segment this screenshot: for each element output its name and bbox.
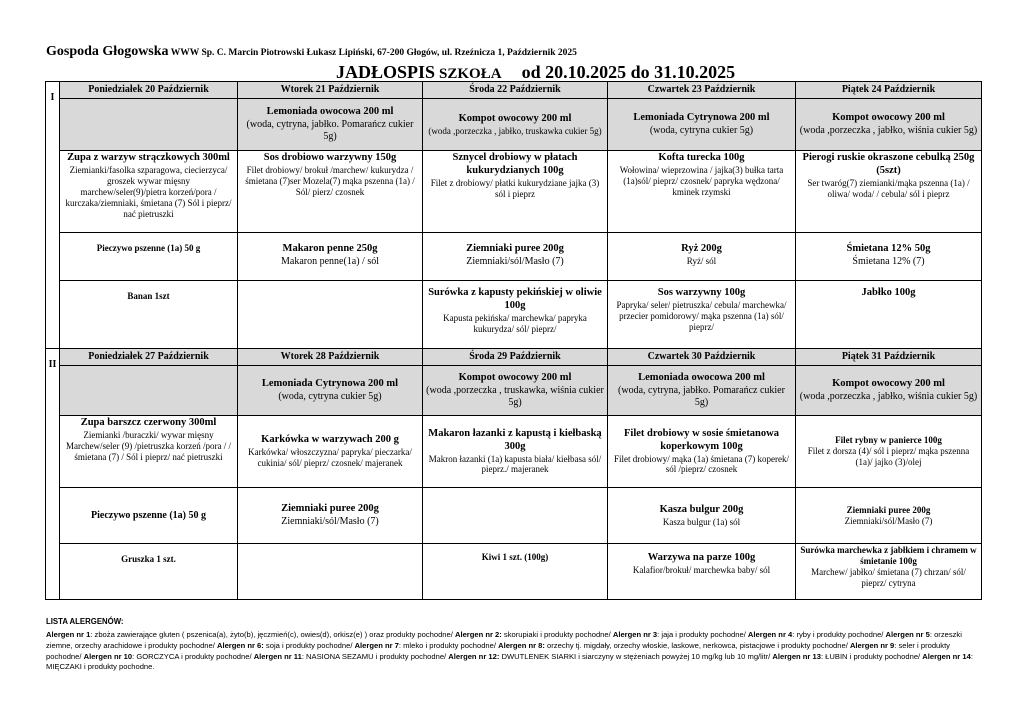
drink-name: Lemoniada owocowa 200 ml [266,106,394,118]
allergen-desc: DWUTLENEK SIARKI i siarczyny w stężeniach powyżej 10 mg/kg lub 10 mg/litr/ [499,651,773,661]
extra-cell [796,544,982,600]
title-main: JADŁOSPIS [336,62,436,82]
allergen-desc: skorupiaki i produkty pochodne/ [501,630,613,640]
day-header: Środa 29 Październik [423,349,608,366]
dish-desc: Ziemniaki/sól/Masło (7) [466,255,564,267]
dish-name: Zupa barszcz czerwony 300ml [80,417,217,429]
allergen-desc: : NASIONA SEZAMU i produkty pochodne/ [301,651,449,661]
allergen-label: Alergen nr 8: [498,640,545,650]
extra-cell [608,281,796,349]
drink-cell [608,99,796,151]
side-cell [60,488,238,544]
day-header: Wtorek 21 Październik [238,82,423,99]
allergen-title: LISTA ALERGENÓW: [46,617,124,626]
dish-name: Sos drobiowo warzywny 150g [263,152,397,164]
drink-cell [423,366,608,416]
main-cell [60,151,238,233]
company-details: WWW Sp. C. Marcin Piotrowski Łukasz Lipiński, 67-200 Głogów, ul. Rzeźnicza 1, Październik 2025 [168,48,577,58]
drink-desc: (woda ,porzeczka , truskawka, wiśnia cukier 5g) [426,384,604,409]
dish-name: Warzywa na parze 100g [647,552,756,564]
allergen-label: Alergen nr 4 [747,630,793,640]
dish-name: Banan 1szt [127,291,170,302]
allergen-desc: : ŁUBIN i produkty pochodne/ [820,651,923,661]
dish-desc: Filet z dorsza (4)/ sól i pieprz/ mąka pszenna (1a)/ jajko (3)/olej [807,446,970,468]
allergen-desc: : mleko i produkty pochodne/ [398,640,499,650]
drink-cell [60,366,238,416]
main-cell [796,416,982,488]
day-header: Czwartek 23 Październik [608,82,796,99]
drink-cell [423,99,608,151]
allergen-list [46,616,976,673]
main-cell [238,416,423,488]
dish-desc: Filet z drobiowy/ płatki kukurydziane jajka (3) sól i pieprz [430,177,600,199]
drink-desc: (woda, cytryna, jabłko. Pomarańcz cukier 5g) [246,118,414,143]
extra-cell [423,281,608,349]
allergen-label: Alergen nr 11 [253,651,302,661]
drink-cell [796,366,982,416]
dish-desc: Karkówka/ włoszczyzna/ papryka/ pieczarka/ cukinia/ sól/ pieprz/ czosnek/ majeranek [248,447,412,469]
extra-cell [238,281,423,349]
main-cell [60,416,238,488]
dish-name: Kiwi 1 szt. (100g) [481,552,549,563]
day-header: Poniedziałek 27 Październik [60,349,238,366]
allergen-label: Alergen nr 1 [46,630,91,640]
allergen-label: Alergen nr 2: [454,630,502,640]
dish-name: Sznycel drobiowy w płatach kukurydzianych 100g [452,152,578,176]
dish-desc: Kapusta pekińska/ marchewka/ papryka kukurydza/ sól/ pieprz/ [443,312,587,334]
side-cell [238,233,423,281]
dish-name: Pieczywo pszenne (1a) 50 g [96,243,201,254]
dish-name: Gruszka 1 szt. [121,554,176,565]
company-name: Gospoda Głogowska [46,44,169,59]
side-cell [423,233,608,281]
allergen-label: Alergen nr 10 [83,651,133,661]
week-2-table [45,348,982,600]
main-cell [238,151,423,233]
week-label: II [46,349,60,600]
extra-cell [796,281,982,349]
drink-desc: (woda ,porzeczka , jabłko, wiśnia cukier 5g) [799,390,978,402]
dish-desc: Marchew/ jabłko/ śmietana (7) chrzan/ sól/ pieprz/ cytryna [811,567,966,589]
allergen-label: Alergen nr 3 [612,630,658,640]
drink-desc: (woda ,porzeczka , jabłko, truskawka cukier 5g) [428,125,602,136]
dish-name: Sos warzywny 100g [657,287,746,299]
allergen-label: Alergen nr 6: [216,640,264,650]
side-cell [796,488,982,544]
main-cell [608,416,796,488]
dish-name: Ziemniaki puree 200g [466,243,564,255]
drink-cell [238,99,423,151]
drink-desc: (woda, cytryna cukier 5g) [278,390,382,402]
dish-name: Makaron łazanki z kapustą i kiełbaską 300g [428,427,602,452]
extra-cell [423,544,608,600]
drink-name: Kompot owocowy 200 ml [458,372,572,384]
allergen-desc: : orzeszki ziemne, orzechy arachidowe i produkty pochodne/ [46,630,962,650]
dish-name: Makaron penne 250g [282,243,378,255]
allergen-label: Alergen nr 12: [448,651,500,661]
extras-row [46,544,982,600]
dish-desc: Śmietana 12% (7) [852,255,925,267]
dish-desc: Kasza bulgur (1a) sól [662,516,741,527]
title-school: SZKOŁA [439,66,502,82]
dish-name: Pierogi ruskie okraszone cebulką 250g (5szt) [802,152,975,176]
extra-cell [238,544,423,600]
allergen-desc: : ryby i produkty pochodne/ [792,630,886,640]
dish-name: Jabłko 100g [861,287,916,299]
dish-desc: Ziemniaki/sól/Masło (7) [281,515,379,527]
drink-cell [238,366,423,416]
dish-name: Ryż 200g [681,243,722,255]
main-cell [423,416,608,488]
drink-name: Lemoniada Cytrynowa 200 ml [633,112,770,124]
dish-desc: Papryka/ seler/ pietruszka/ cebula/ marchewka/ przecier pomidorowy/ mąka pszenna (1a) sól/ pieprz/ [616,299,787,332]
side-cell [796,233,982,281]
main-cell [423,151,608,233]
drink-name: Kompot owocowy 200 ml [832,378,945,390]
drink-cell [796,99,982,151]
drink-desc: (woda, cytryna, jabłko. Pomarańcz cukier 5g) [618,384,785,409]
dish-desc: Filet drobiowy/ brokuł /marchew/ kukurydza /śmietana (7)ser Mozela(7) mąka pszenna (1a) / Sól/ pierz/ czosnek [245,164,415,197]
main-cell [608,151,796,233]
allergen-desc: : GORCZYCA i produkty pochodne/ [132,651,254,661]
allergen-desc: : seler i produkty pochodne/ [46,640,950,661]
extras-row [46,281,982,349]
day-header: Środa 22 Październik [423,82,608,99]
days-row [46,82,982,99]
dish-desc: Ziemianki /buraczki/ wywar mięsny Marchew/seler (9) /pietruszka korzeń /pora / /śmietana (7) / Sól i pieprz/ nać pietruszki [66,429,231,462]
dish-name: Kasza bulgur 200g [659,503,744,515]
drink-name: Lemoniada Cytrynowa 200 ml [261,378,399,390]
company-line [46,44,996,60]
drink-name: Kompot owocowy 200 ml [458,112,572,124]
day-header: Piątek 31 Październik [796,349,982,366]
dish-desc: Wołowina/ wieprzowina / jajka(3) bułka tarta (1a)sól/ pieprz/ czosnek/ papryka wędzona/ kminek rzymski [619,164,784,197]
dish-name: Ziemniaki puree 200g [846,504,931,515]
allergen-desc: : jaja i produkty pochodne/ [657,630,748,640]
allergen-label: Alergen nr 9 [849,640,895,650]
dish-name: Śmietana 12% 50g [846,243,931,255]
dish-desc: Ziemianki/fasolka szparagowa, ciecierzyca/ groszek wywar mięsny marchew/seler(9)/pietra korzeń/pora / kurczaka/ziemniaki, śmietana (7) Sól i pieprz/ nać pietruszki [65,164,232,219]
side-cell [60,233,238,281]
drink-cell [608,366,796,416]
dish-name: Pieczywo pszenne (1a) 50 g [91,509,206,521]
dish-name: Surówka z kapusty pekińskiej w oliwie 100g [428,287,602,311]
mains-row [46,416,982,488]
dish-name: Surówka marchewka z jabłkiem i chramem w śmietanie 100g [800,545,977,567]
dish-desc: Makron łazanki (1a) kapusta biała/ kiełbasa sól/ pieprz./ majeranek [428,453,602,475]
side-cell [238,488,423,544]
extra-cell [608,544,796,600]
allergen-label: Alergen nr 7 [354,640,399,650]
allergen-label: Alergen nr 14 [922,651,971,661]
extra-cell [60,544,238,600]
side-cell [608,233,796,281]
days-row [46,349,982,366]
side-cell [608,488,796,544]
week-1-table [45,81,982,349]
drink-desc: (woda, cytryna cukier 5g) [649,124,754,136]
day-header: Poniedziałek 20 Październik [60,82,238,99]
allergen-text [46,630,976,673]
day-header: Piątek 24 Październik [796,82,982,99]
drinks-row [46,99,982,151]
sides-row [46,488,982,544]
dish-name: Filet rybny w panierce 100g [835,435,942,446]
dish-desc: Makaron penne(1a) / sól [280,255,380,267]
sides-row [46,233,982,281]
document-header [46,44,996,82]
mains-row [46,151,982,233]
allergen-label: Alergen nr 13 [772,651,821,661]
dish-desc: Filet drobiowy/ mąka (1a) śmietana (7) koperek/ sól /pieprz/ czosnek [614,453,789,475]
dish-name: Ziemniaki puree 200g [281,503,379,515]
extra-cell [60,281,238,349]
drinks-row [46,366,982,416]
side-cell [423,488,608,544]
dish-name: Kofta turecka 100g [658,152,745,164]
allergen-desc: : MIĘCZAKI i produkty pochodne. [46,651,973,672]
day-header: Wtorek 28 Październik [238,349,423,366]
allergen-label: Alergen nr 5 [885,630,930,640]
dish-name: Zupa z warzyw strączkowych 300ml [67,152,230,164]
drink-name: Kompot owocowy 200 ml [832,112,945,124]
dish-desc: Ser twaróg(7) ziemianki/mąka pszenna (1a) / oliwa/ woda/ / cebula/ sól i pieprz [807,177,970,199]
drink-cell [60,99,238,151]
drink-desc: (woda ,porzeczka , jabłko, wiśnia cukier 5g) [799,124,978,136]
dish-name: Karkówka w warzywach 200 g [261,434,399,446]
title-date-range: od 20.10.2025 do 31.10.2025 [521,62,736,82]
allergen-desc: : zboża zawierające gluten ( pszenica(a), żyto(b), jęczmień(c), owies(d), orkisz(e) ) oraz produkty pochodne/ [90,630,455,640]
dish-desc: Kalafior/brokuł/ marchewka baby/ sól [632,564,771,575]
allergen-desc: orzechy tj. migdały, orzechy włoskie, laskowe, nerkowca, pistacjowe i produkty pochodne/ [544,640,850,650]
week-label: I [46,82,60,349]
dish-name: Filet drobiowy w sosie śmietanowa koperkowym 100g [624,427,779,452]
dish-desc: Ryż/ sól [686,255,717,266]
dish-desc: Ziemniaki/sól/Masło (7) [844,515,933,526]
menu-title [336,62,735,83]
allergen-desc: soja i produkty pochodne/ [263,640,355,650]
main-cell [796,151,982,233]
day-header: Czwartek 30 Październik [608,349,796,366]
drink-name: Lemoniada owocowa 200 ml [638,372,765,384]
